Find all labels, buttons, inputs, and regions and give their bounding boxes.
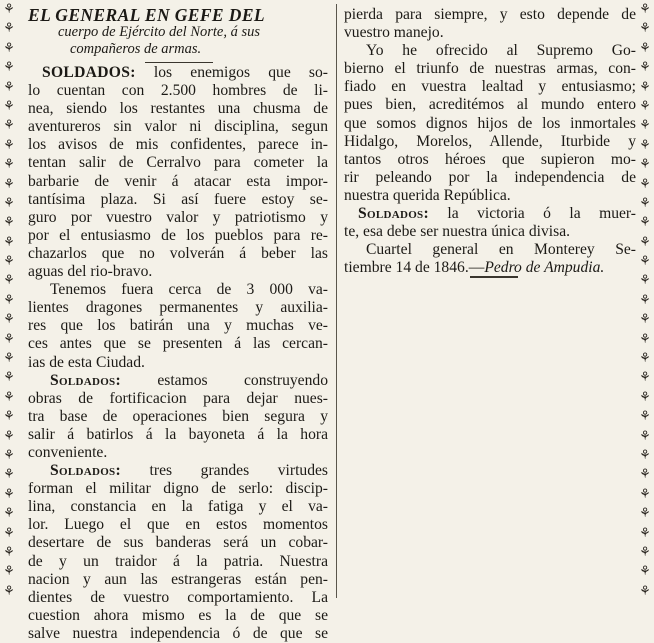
ornament-icon: ⚘ [3, 254, 15, 270]
dateline-signature-line [344, 259, 636, 277]
paragraph-4-line: nacion y aun las estrangeras están pen- [28, 570, 328, 588]
paragraph-1-line: nea, siendo los restantes una chusma de [28, 100, 328, 118]
ornament-icon: ⚘ [3, 409, 15, 425]
paragraph-3-lead: Soldados: [50, 371, 121, 389]
ornament-icon: ⚘ [639, 195, 651, 211]
paragraph-2-line: res que los batirán una y muchas ve- [28, 317, 328, 335]
ornament-icon: ⚘ [3, 312, 15, 328]
paragraph-3-line: salir á batirlos á la bayoneta á la hora [28, 425, 328, 443]
paragraph-5-line: Hidalgo, Morelos, Allende, Iturbide y [344, 132, 636, 150]
ornament-icon: ⚘ [3, 21, 15, 37]
ornament-icon: ⚘ [639, 583, 651, 599]
paragraph-2-line: ces antes que se presenten á las cercan- [28, 335, 328, 353]
paragraph-6-line-0 [344, 205, 636, 223]
ornament-icon: ⚘ [3, 273, 15, 289]
ornament-icon: ⚘ [3, 40, 15, 56]
paragraph-5 [344, 42, 636, 205]
ornament-icon: ⚘ [639, 506, 651, 522]
paragraph-4 [28, 462, 328, 643]
ornament-icon: ⚘ [3, 447, 15, 463]
ornament-icon: ⚘ [639, 467, 651, 483]
ornament-icon: ⚘ [3, 2, 15, 17]
paragraph-3-line-0 [28, 372, 328, 390]
paragraph-4-line-0 [28, 462, 328, 480]
right-column [344, 6, 636, 277]
ornament-icon: ⚘ [3, 234, 15, 250]
paragraph-3-line: tra base de operaciones bien segura y [28, 407, 328, 425]
ornament-icon: ⚘ [3, 467, 15, 483]
signature: Pedro de Ampudia. [484, 259, 605, 277]
right-ornamental-border [638, 0, 652, 600]
ornament-icon: ⚘ [639, 157, 651, 173]
ornament-icon: ⚘ [3, 292, 15, 308]
paragraph-2 [28, 281, 328, 371]
ornament-icon: ⚘ [3, 118, 15, 134]
paragraph-1 [28, 64, 328, 281]
closing-rule [470, 276, 518, 278]
paragraph-1-lead: SOLDADOS: [42, 64, 136, 81]
ornament-icon: ⚘ [639, 234, 651, 250]
ornament-icon: ⚘ [639, 273, 651, 289]
ornament-icon: ⚘ [639, 389, 651, 405]
ornament-icon: ⚘ [3, 79, 15, 95]
ornament-icon: ⚘ [639, 79, 651, 95]
paragraph-6 [344, 205, 636, 241]
column-rule [336, 4, 337, 598]
ornament-icon: ⚘ [3, 331, 15, 347]
ornament-icon: ⚘ [639, 331, 651, 347]
ornament-icon: ⚘ [639, 370, 651, 386]
paragraph-5-line: pues bien, acreditémos al mundo entero [344, 96, 636, 114]
ornament-icon: ⚘ [639, 525, 651, 541]
ornament-icon: ⚘ [639, 544, 651, 560]
left-column [28, 6, 328, 643]
ornament-icon: ⚘ [639, 312, 651, 328]
paragraph-1-line: chazarlos que no volverán á beber las [28, 244, 328, 262]
paragraph-1-line: por el entusiasmo de los pueblos para re- [28, 226, 328, 244]
paragraph-1-line: aventureros sin valor ni disciplina, segun [28, 118, 328, 136]
continued-line: pierda para siempre, y esto depende de [344, 6, 636, 23]
paragraph-4-line: forman el militar digno de serlo: discip- [28, 480, 328, 498]
paragraph-6-line-0-text: la victoria ó la muer- [428, 205, 636, 223]
paragraph-6-lead: Soldados: [358, 205, 429, 223]
ornament-icon: ⚘ [3, 428, 15, 444]
paragraph-1-line-0-text: los enemigos que so- [135, 64, 328, 81]
ornament-icon: ⚘ [3, 195, 15, 211]
proclamation-headline: EL GENERAL EN GEFE DEL [28, 5, 265, 25]
paragraph-2-line: Tenemos fuera cerca de 3 000 va- [50, 281, 328, 299]
ornament-icon: ⚘ [3, 389, 15, 405]
paragraph-4-line: dientes de vuestro comportamiento. La [28, 588, 328, 606]
ornament-icon: ⚘ [3, 544, 15, 560]
paragraph-3-line-0-text: estamos construyendo [120, 371, 328, 389]
paragraph-1-line: los avisos de mis confidentes, parece in- [28, 136, 328, 154]
ornament-icon: ⚘ [639, 118, 651, 134]
ornament-icon: ⚘ [3, 370, 15, 386]
ornament-icon: ⚘ [3, 137, 15, 153]
paragraph-4-lead: Soldados: [50, 462, 121, 480]
proclamation-subheadline-1: cuerpo de Ejército del Norte, á sus [58, 24, 261, 40]
ornament-icon: ⚘ [639, 2, 651, 17]
continued-line: vuestro manejo. [344, 24, 444, 42]
dateline-date: tiembre 14 de 1846.— [344, 259, 485, 277]
paragraph-2-line: ias de esta Ciudad. [28, 353, 145, 371]
ornament-icon: ⚘ [639, 137, 651, 153]
paragraph-1-line: tentan salir de Cerralvo para cometer la [28, 154, 328, 172]
ornament-icon: ⚘ [3, 564, 15, 580]
ornament-icon: ⚘ [639, 292, 651, 308]
paragraph-2-line: lientes dragones permanentes y auxilia- [28, 299, 328, 317]
paragraph-1-line: barbarie de venir á atacar esta impor- [28, 172, 328, 190]
ornament-icon: ⚘ [639, 176, 651, 192]
paragraph-4-line: salve nuestra independencia ó de que se [28, 624, 328, 642]
left-ornamental-border [2, 0, 16, 600]
ornament-icon: ⚘ [639, 447, 651, 463]
ornament-icon: ⚘ [639, 254, 651, 270]
paragraph-5-line: bierno el triunfo de nuestras armas, con- [344, 60, 636, 78]
paragraph-3-line: obras de fortificacion para dejar nues- [28, 389, 328, 407]
paragraph-5-line: Yo he ofrecido al Supremo Go- [366, 42, 636, 60]
paragraph-3 [28, 372, 328, 462]
paragraph-4-line-0-text: tres grandes virtudes [120, 462, 328, 480]
ornament-icon: ⚘ [3, 583, 15, 599]
paragraph-5-line: que somos dignos hijos de los inmortales [344, 114, 636, 132]
headline-underline [145, 62, 213, 63]
ornament-icon: ⚘ [639, 564, 651, 580]
paragraph-1-line: lo cuentan con 2.500 hombres de li- [28, 82, 328, 100]
ornament-icon: ⚘ [3, 486, 15, 502]
ornament-icon: ⚘ [639, 40, 651, 56]
paragraph-1-line: tantísima plaza. Si así fuere estoy se- [28, 190, 328, 208]
dateline-paragraph [344, 241, 636, 277]
paragraph-6-line: te, esa debe ser nuestra única divisa. [344, 223, 571, 241]
ornament-icon: ⚘ [3, 176, 15, 192]
ornament-icon: ⚘ [3, 525, 15, 541]
ornament-icon: ⚘ [639, 486, 651, 502]
paragraph-4-line: de y un traidor á la patria. Nuestra [28, 552, 328, 570]
paragraph-5-line: rir peleando por la independencia de [344, 168, 636, 186]
ornament-icon: ⚘ [3, 60, 15, 76]
paragraph-1-line: aguas del rio-bravo. [28, 263, 153, 281]
proclamation-subheadline-2: compañeros de armas. [70, 41, 202, 57]
ornament-icon: ⚘ [3, 157, 15, 173]
ornament-icon: ⚘ [3, 351, 15, 367]
paragraph-1-line: guro por vuestro valor y patriotismo y [28, 208, 328, 226]
paragraph-5-line: nuestra querida República. [344, 186, 511, 204]
paragraph-5-line: fiado en vuestra lealtad y entusiasmo; [344, 78, 636, 96]
paragraph-4-line: cuestion ahora mismo es la de que se [28, 606, 328, 624]
ornament-icon: ⚘ [639, 215, 651, 231]
continued-paragraph [344, 6, 636, 42]
ornament-icon: ⚘ [639, 428, 651, 444]
ornament-icon: ⚘ [3, 215, 15, 231]
paragraph-3-line: conveniente. [28, 443, 108, 461]
paragraph-1-line-0 [28, 64, 328, 82]
paragraph-5-line: tantos otros héroes que supieron mo- [344, 150, 636, 168]
paragraph-4-line: lina, constancia en la fatiga y el va- [28, 498, 328, 516]
dateline-line: Cuartel general en Monterey Se- [366, 241, 636, 259]
ornament-icon: ⚘ [639, 98, 651, 114]
ornament-icon: ⚘ [639, 60, 651, 76]
paragraph-4-line: lor. Luego el que en estos momentos [28, 516, 328, 534]
ornament-icon: ⚘ [639, 409, 651, 425]
ornament-icon: ⚘ [3, 98, 15, 114]
paragraph-4-line: desertare de sus banderas será un cobar- [28, 534, 328, 552]
ornament-icon: ⚘ [3, 506, 15, 522]
ornament-icon: ⚘ [639, 351, 651, 367]
ornament-icon: ⚘ [639, 21, 651, 37]
